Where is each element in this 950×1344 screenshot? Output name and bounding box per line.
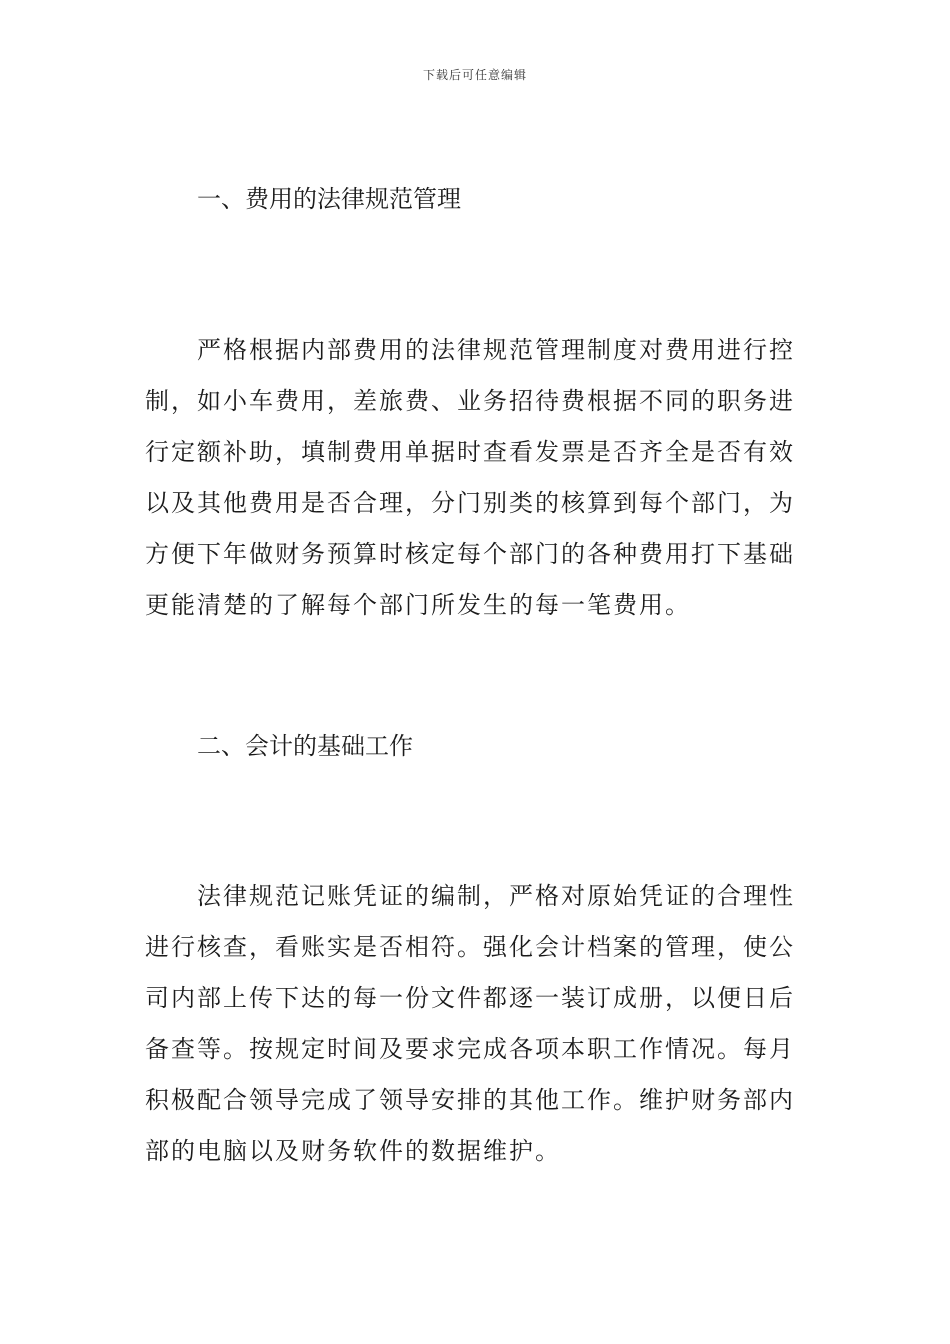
paragraph-line: 法律规范记账凭证的编制，严格对原始凭证的合理性	[197, 882, 795, 910]
paragraph-line: 部的电脑以及财务软件的数据维护。	[145, 1137, 561, 1165]
section-heading-2: 二、会计的基础工作	[197, 732, 413, 760]
paragraph-line: 积极配合领导完成了领导安排的其他工作。维护财务部内	[145, 1086, 795, 1114]
paragraph-line: 进行核查，看账实是否相符。强化会计档案的管理，使公	[145, 933, 795, 961]
section-paragraph-2	[145, 871, 815, 1177]
paragraph-line: 备查等。按规定时间及要求完成各项本职工作情况。每月	[145, 1035, 795, 1063]
page-header-note: 下载后可任意编辑	[422, 68, 527, 82]
paragraph-line: 司内部上传下达的每一份文件都逐一装订成册，以便日后	[145, 984, 795, 1012]
section-paragraph-1	[145, 325, 815, 631]
paragraph-line: 严格根据内部费用的法律规范管理制度对费用进行控	[197, 336, 795, 364]
paragraph-line: 制，如小车费用，差旅费、业务招待费根据不同的职务进	[145, 387, 795, 415]
section-heading-1: 一、费用的法律规范管理	[197, 185, 461, 213]
paragraph-line: 行定额补助，填制费用单据时查看发票是否齐全是否有效	[145, 438, 795, 466]
paragraph-line: 以及其他费用是否合理，分门别类的核算到每个部门，为	[145, 489, 795, 517]
paragraph-line: 方便下年做财务预算时核定每个部门的各种费用打下基础	[145, 540, 795, 568]
paragraph-line: 更能清楚的了解每个部门所发生的每一笔费用。	[145, 591, 691, 619]
